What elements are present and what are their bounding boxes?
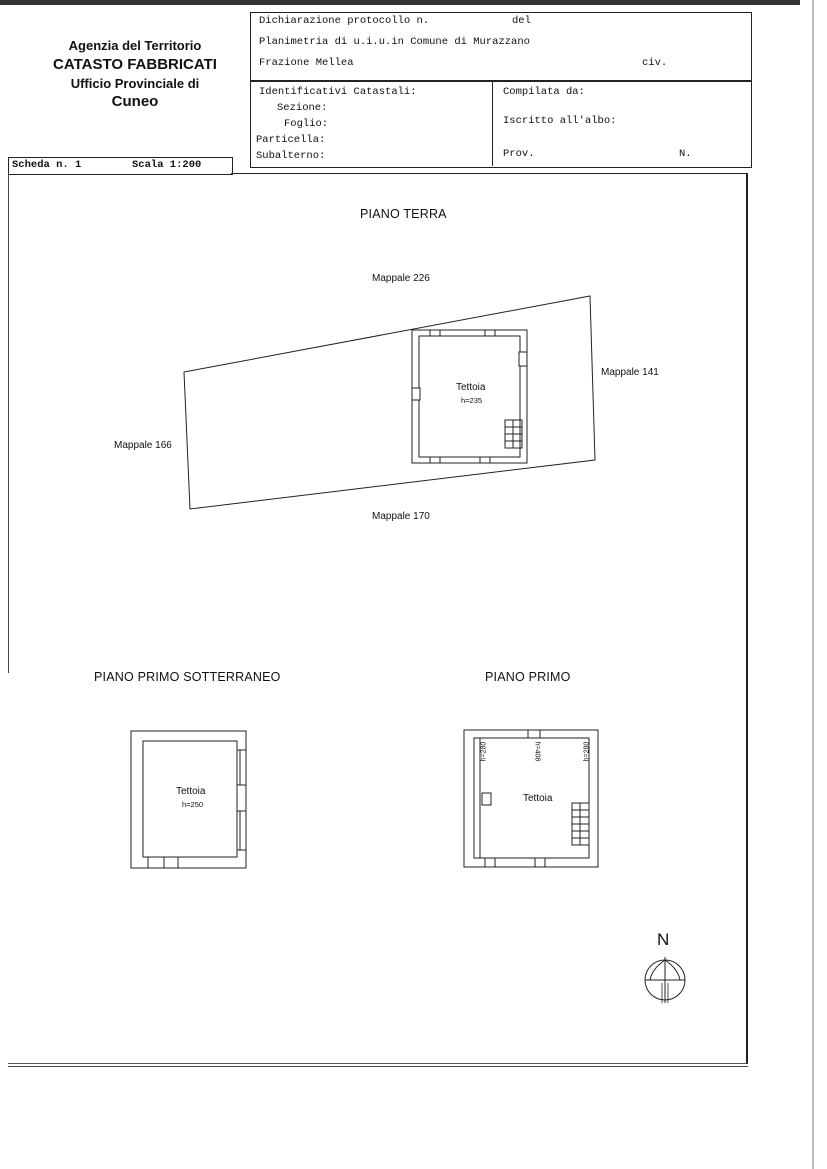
mappale-right: Mappale 141 (601, 367, 659, 378)
north-arrow-icon (640, 955, 690, 1005)
sezione-label: Sezione: (277, 102, 328, 114)
north-label: N (657, 930, 670, 949)
agency-name: Agenzia del Territorio (68, 38, 202, 53)
identificativi-label: Identificativi Catastali: (259, 86, 417, 98)
ufficio-label: Ufficio Provinciale di (70, 76, 200, 91)
scala-label: Scala 1:200 (132, 159, 202, 171)
piano-terra-title: PIANO TERRA (360, 207, 447, 221)
frazione-label: Frazione Mellea (259, 57, 354, 69)
mappale-left: Mappale 166 (114, 440, 172, 451)
terra-room-label: Tettoia (456, 382, 486, 393)
piano-sotterraneo-title: PIANO PRIMO SOTTERRANEO (94, 670, 281, 684)
n-label: N. (679, 148, 692, 160)
mappale-top: Mappale 226 (372, 273, 430, 284)
iscritto-label: Iscritto all'albo: (503, 115, 617, 127)
particella-label: Particella: (256, 134, 326, 146)
page-edge (812, 0, 814, 1169)
subalterno-label: Subalterno: (256, 150, 326, 162)
foglio-label: Foglio: (284, 118, 329, 130)
protocol-label: Dichiarazione protocollo n. (259, 15, 430, 27)
piano-primo-title: PIANO PRIMO (485, 670, 571, 684)
primo-height-left: h=280 (480, 741, 488, 762)
mappale-bottom: Mappale 170 (372, 511, 430, 522)
sotterraneo-room-label: Tettoia (176, 786, 206, 797)
catasto-title: CATASTO FABBRICATI (53, 56, 217, 73)
protocol-del: del (512, 15, 531, 27)
compilata-label: Compilata da: (503, 86, 585, 98)
terra-room-height: h=235 (461, 396, 483, 405)
primo-room-label: Tettoia (523, 793, 553, 804)
scheda-label: Scheda n. 1 (12, 159, 82, 171)
prov-label: Prov. (503, 148, 535, 160)
sotterraneo-room-height: h=250 (182, 800, 204, 809)
primo-height-mid: h=408 (533, 741, 541, 762)
city-name: Cuneo (111, 93, 159, 110)
civ-label: civ. (642, 57, 668, 69)
primo-height-right: h=280 (583, 741, 591, 762)
planimetry-label: Planimetria di u.i.u.in Comune di Murazzano (259, 36, 530, 48)
